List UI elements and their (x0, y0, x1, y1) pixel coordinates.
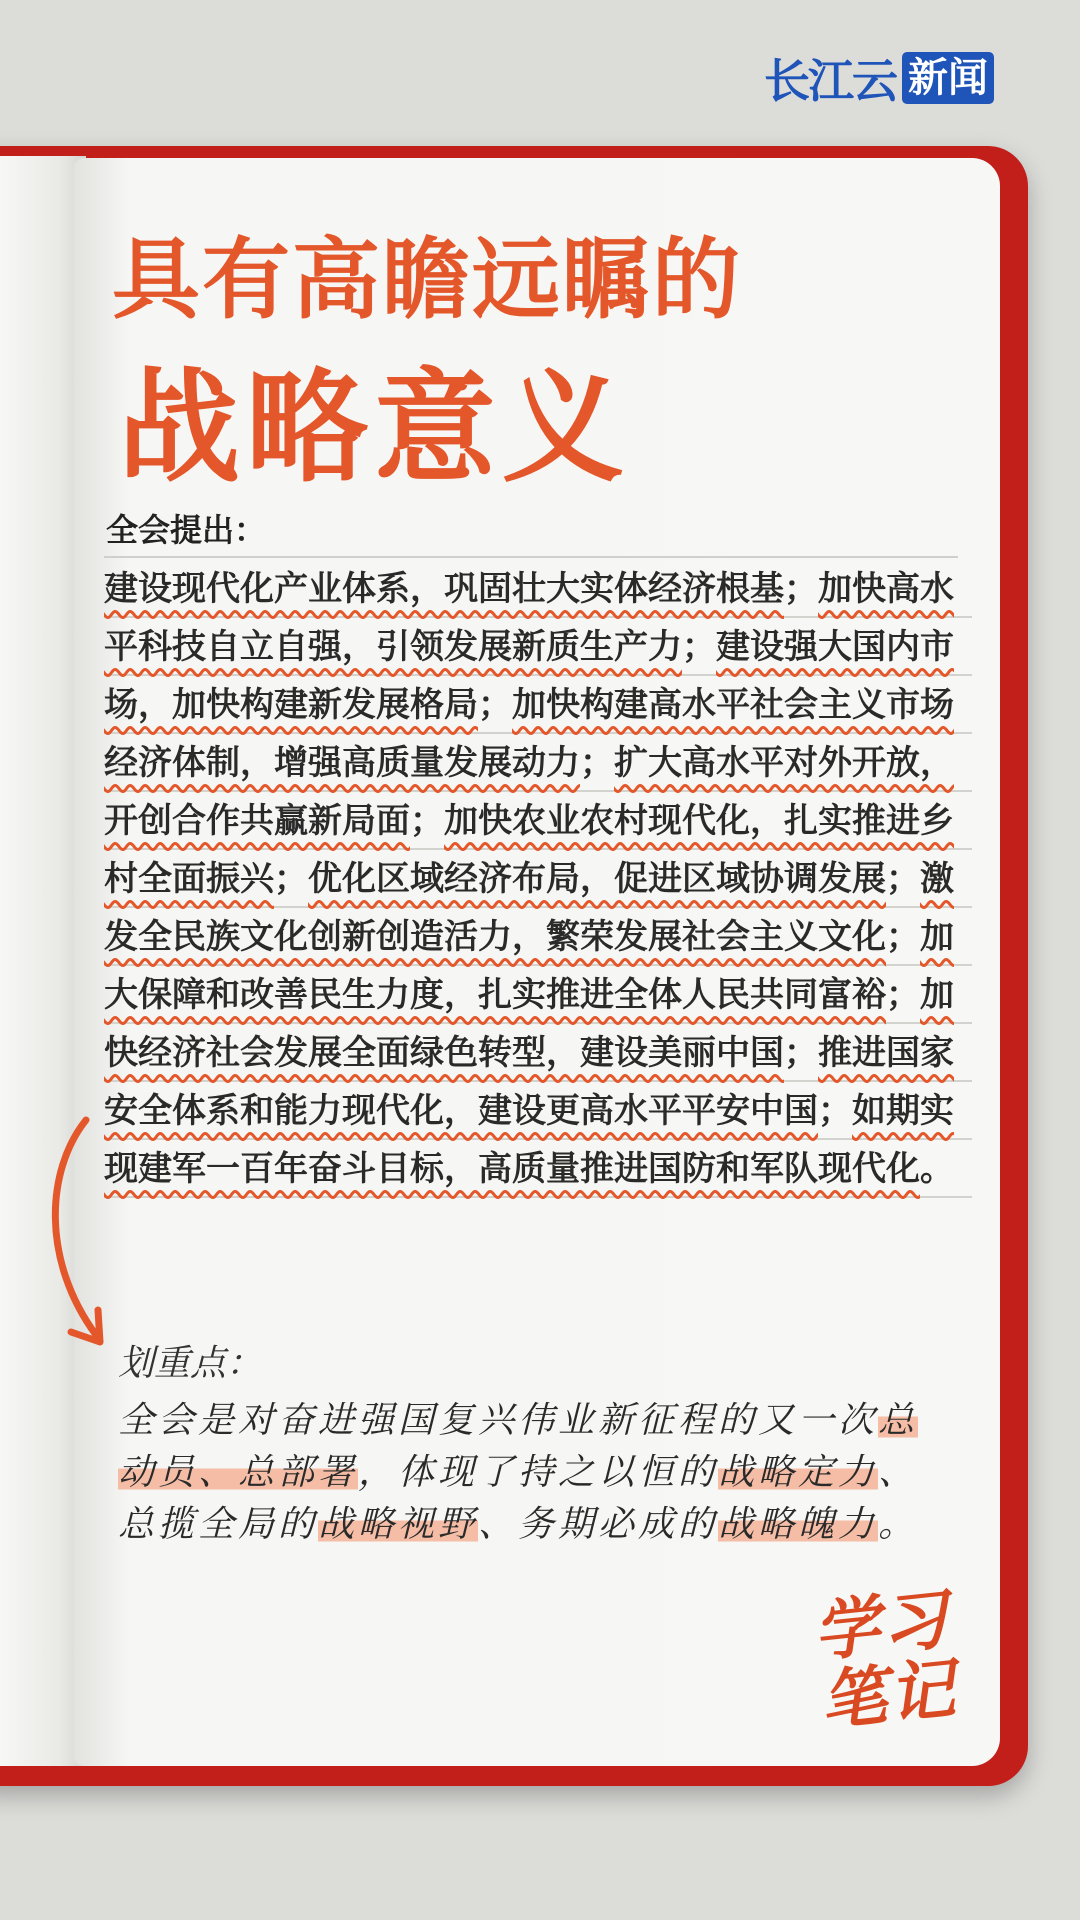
title-line-1: 具有高瞻远瞩的 (112, 227, 743, 331)
punctuation: ； (410, 801, 444, 841)
underlined-phrase: 建设强大国内市场，加快构建新发展格局 (104, 627, 954, 725)
divider (104, 556, 958, 558)
stamp-line-1: 学习 (809, 1579, 954, 1672)
underlined-phrase: 如期实现建军一百年奋斗目标，高质量推进国防和军队现代化 (104, 1091, 954, 1189)
arrow-icon (36, 1110, 126, 1360)
stamp-line-2: 笔记 (816, 1648, 961, 1741)
study-notes-stamp (803, 1579, 967, 1741)
punctuation: ； (818, 1091, 852, 1131)
note-phrase: 全会是对奋进强国复兴伟业新征程的又一次 (118, 1400, 879, 1441)
underlined-phrase: 建设现代化产业体系，巩固壮大实体经济根基 (104, 569, 784, 609)
underlined-phrase: 加大保障和改善民生力度，扎实推进全体人民共同富裕 (104, 917, 954, 1015)
highlighted-phrase: 总动员、总部署 (118, 1400, 919, 1493)
note-phrase: 。 (878, 1504, 919, 1545)
highlighted-phrase: 战略视野 (318, 1504, 479, 1545)
punctuation: ； (886, 975, 920, 1015)
note-phrase: 、总揽全局的 (118, 1452, 919, 1545)
punctuation: 。 (920, 1149, 954, 1189)
underlined-phrase: 激发全民族文化创新创造活力，繁荣发展社会主义文化 (104, 859, 954, 957)
punctuation: ； (886, 859, 920, 899)
key-points-label: 划重点： (118, 1343, 263, 1384)
punctuation: ； (886, 917, 920, 957)
underlined-phrase: 扩大高水平对外开放，开创合作共赢新局面 (104, 743, 954, 841)
title-line-2: 战略意义 (118, 355, 630, 499)
underlined-phrase: 加快经济社会发展全面绿色转型，建设美丽中国 (104, 975, 954, 1073)
brand-logo-text: 长江云 (764, 54, 896, 108)
plenum-paragraph (104, 560, 972, 1198)
underlined-phrase: 加快高水平科技自立自强，引领发展新质生产力 (104, 569, 954, 667)
punctuation: ； (784, 1033, 818, 1073)
punctuation: ； (682, 627, 716, 667)
brand-logo (764, 50, 994, 106)
punctuation: ； (274, 859, 308, 899)
note-phrase: ，体现了持之以恒的 (358, 1452, 719, 1493)
underlined-phrase: 加快农业农村现代化，扎实推进乡村全面振兴 (104, 801, 954, 899)
intro-label: 全会提出： (106, 511, 267, 549)
highlighted-phrase: 战略魄力 (718, 1504, 879, 1545)
note-phrase: 、务期必成的 (478, 1504, 719, 1545)
brand-logo-box: 新闻 (902, 52, 994, 104)
underlined-phrase: 加快构建高水平社会主义市场经济体制，增强高质量发展动力 (104, 685, 954, 783)
punctuation: ； (580, 743, 614, 783)
punctuation: ； (784, 569, 818, 609)
key-points-paragraph (118, 1395, 948, 1551)
highlighted-phrase: 战略定力 (718, 1452, 879, 1493)
punctuation: ； (478, 685, 512, 725)
underlined-phrase: 优化区域经济布局，促进区域协调发展 (308, 859, 886, 899)
underlined-phrase: 推进国家安全体系和能力现代化，建设更高水平平安中国 (104, 1033, 954, 1131)
